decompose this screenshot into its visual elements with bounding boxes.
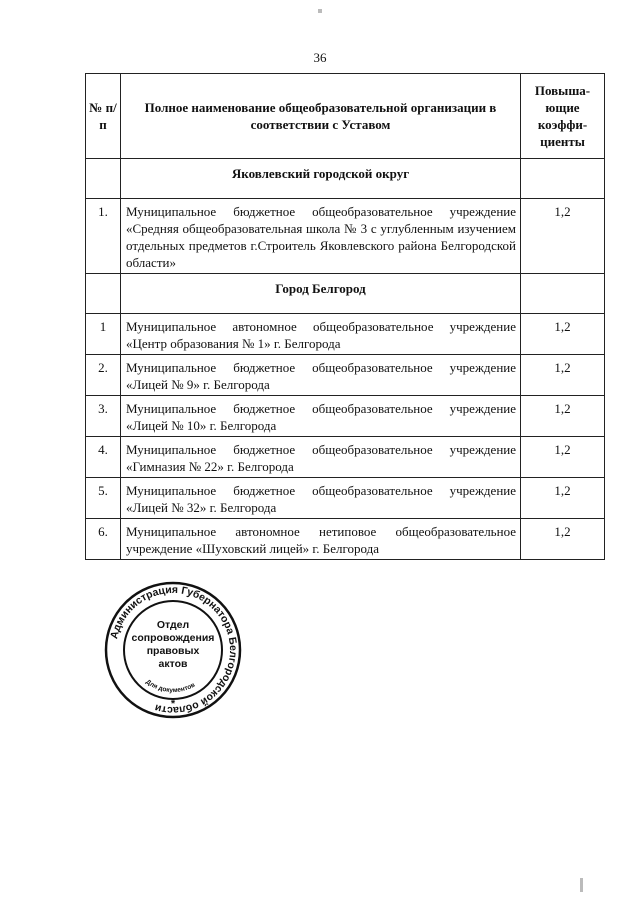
section-title: Яковлевский городской округ (121, 159, 521, 199)
table-row (86, 437, 605, 478)
row-name: Муниципальное бюджетное общеобразовательное учреждение «Лицей № 10» г. Белгорода (121, 396, 521, 437)
stamp-ring-text: Администрация Губернатора Белгородской области (108, 583, 240, 717)
header-name: Полное наименование общеобразовательной организации в соответствии с Уставом (121, 74, 521, 159)
stamp-bottom-text: Для документов (144, 678, 197, 695)
row-coefficient: 1,2 (521, 437, 605, 478)
stamp-line: Отдел (156, 619, 190, 631)
stamp-line: актов (158, 658, 188, 670)
row-coefficient: 1,2 (521, 314, 605, 355)
organizations-table (85, 73, 605, 560)
row-number: 1. (86, 199, 121, 274)
stamp-star: * (170, 698, 176, 710)
table-row (86, 355, 605, 396)
table-row (86, 199, 605, 274)
table-row (86, 314, 605, 355)
row-name: Муниципальное автономное общеобразовательное учреждение «Центр образования № 1» г. Белгорода (121, 314, 521, 355)
row-number: 1 (86, 314, 121, 355)
row-name: Муниципальное бюджетное общеобразовательное учреждение «Лицей № 32» г. Белгорода (121, 478, 521, 519)
row-coefficient: 1,2 (521, 396, 605, 437)
row-name: Муниципальное автономное нетиповое общеобразовательное учреждение «Шуховский лицей» г. Белгорода (121, 519, 521, 560)
header-number: № п/п (86, 74, 121, 159)
section-row (86, 274, 605, 314)
scan-speck (580, 878, 583, 892)
scan-speck (318, 9, 322, 13)
row-coefficient: 1,2 (521, 519, 605, 560)
row-name: Муниципальное бюджетное общеобразовательное учреждение «Лицей № 9» г. Белгорода (121, 355, 521, 396)
row-coefficient: 1,2 (521, 355, 605, 396)
table-row (86, 478, 605, 519)
page-number: 36 (313, 50, 327, 65)
row-coefficient: 1,2 (521, 478, 605, 519)
stamp-line: сопровождения (131, 632, 215, 644)
table-header-row (86, 74, 605, 159)
stamp-line: правовых (146, 645, 200, 657)
header-coefficients: Повыша- ющие коэффи- циенты (521, 74, 605, 159)
official-stamp (103, 580, 243, 720)
section-title: Город Белгород (121, 274, 521, 314)
row-coefficient: 1,2 (521, 199, 605, 274)
row-number: 2. (86, 355, 121, 396)
row-number: 5. (86, 478, 121, 519)
section-row (86, 159, 605, 199)
row-number: 3. (86, 396, 121, 437)
table-row (86, 396, 605, 437)
row-number: 4. (86, 437, 121, 478)
row-name: Муниципальное бюджетное общеобразовательное учреждение «Средняя общеобразовательная школа № 3 с углубленным изучением отдельных предметов г.Строитель Яковлевского района Белгородской области» (121, 199, 521, 274)
row-name: Муниципальное бюджетное общеобразовательное учреждение «Гимназия № 22» г. Белгорода (121, 437, 521, 478)
row-number: 6. (86, 519, 121, 560)
table-row (86, 519, 605, 560)
